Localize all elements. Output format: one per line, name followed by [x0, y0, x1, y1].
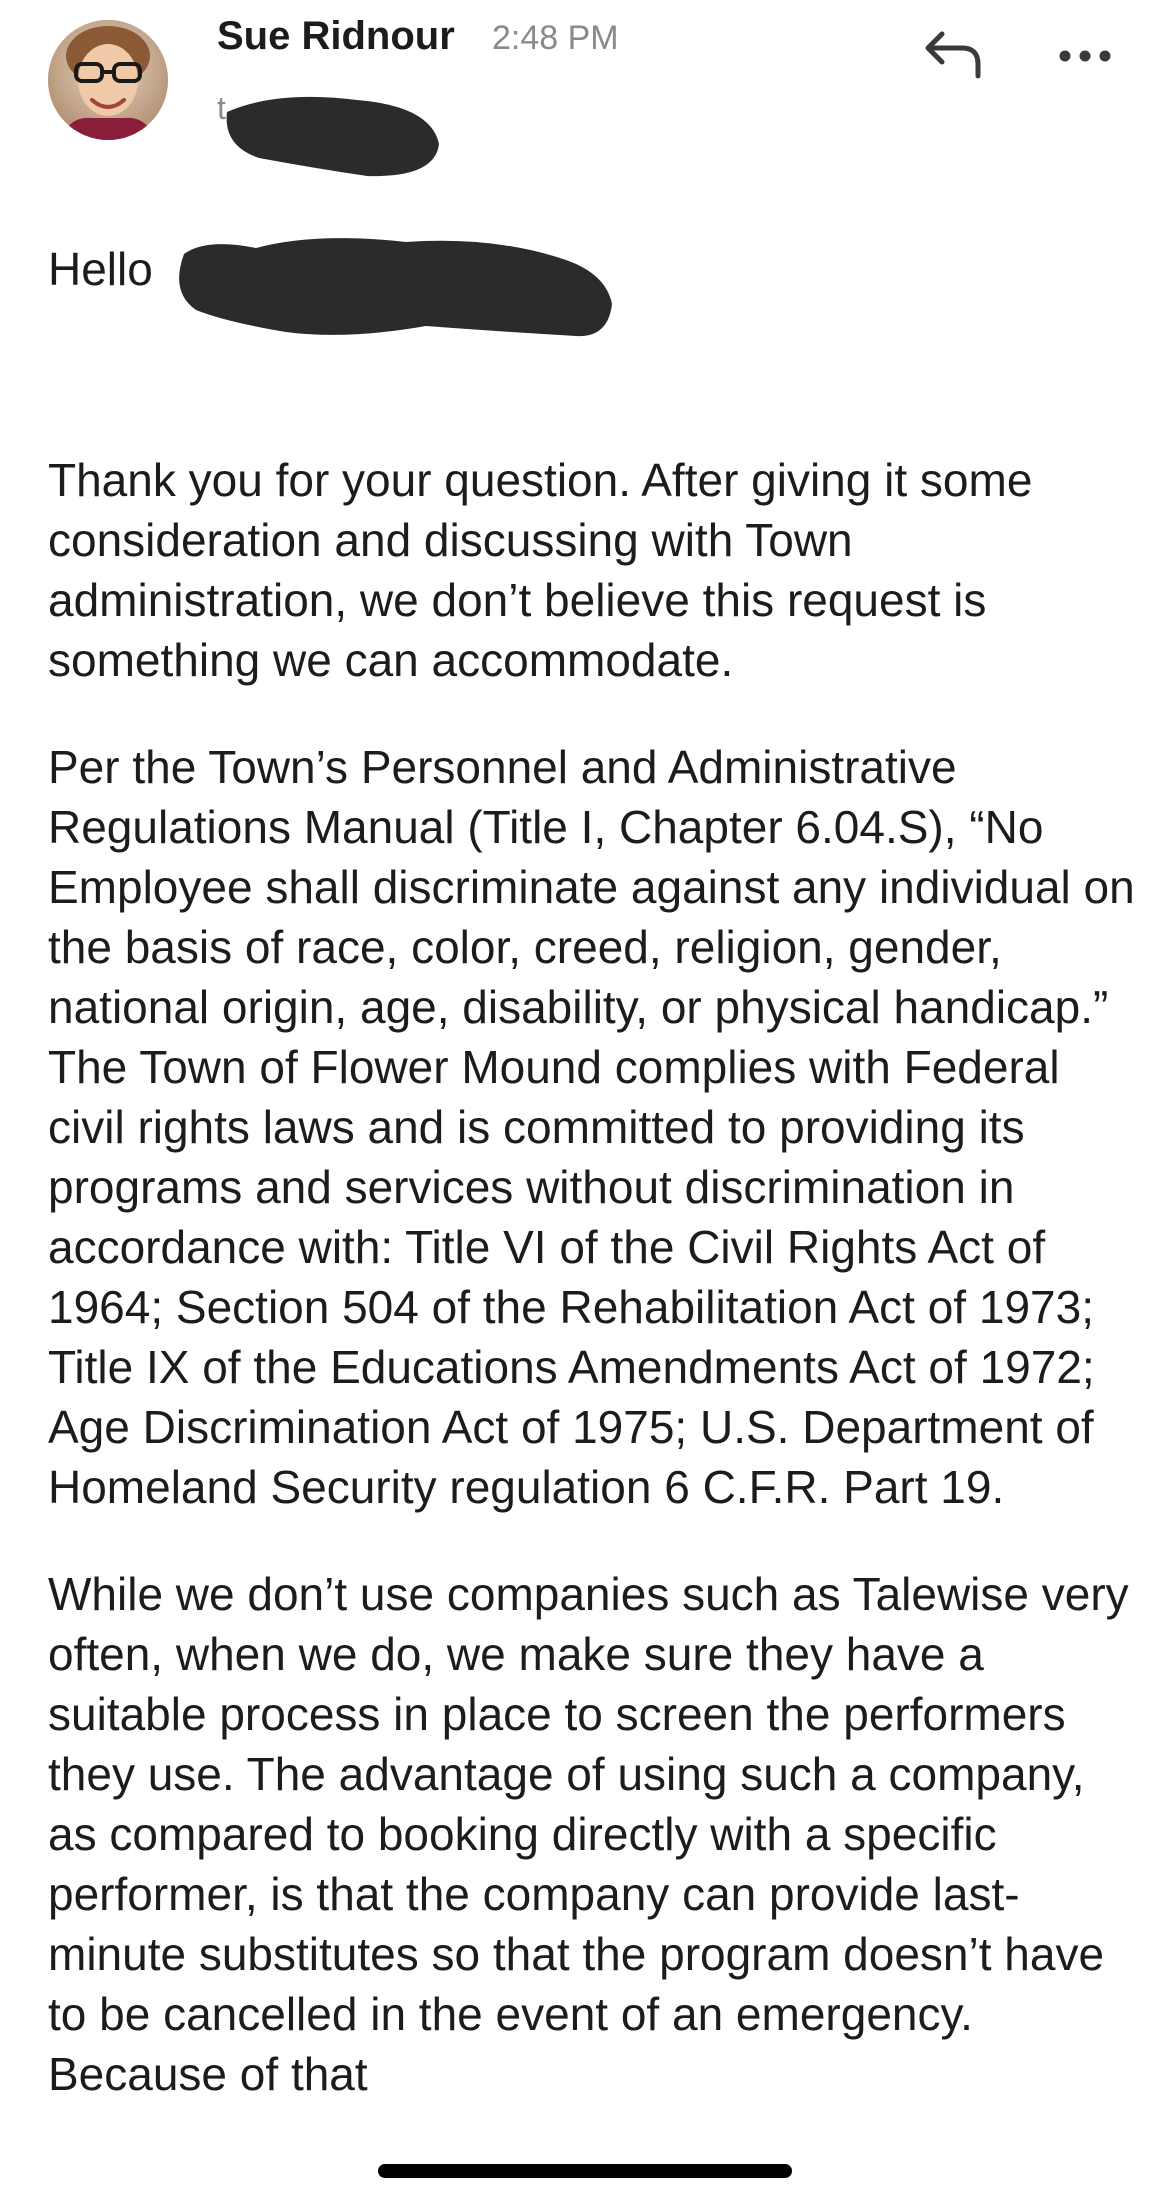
recipient-line[interactable] [217, 84, 457, 184]
sender-avatar[interactable] [48, 20, 168, 140]
more-dots-icon [1055, 36, 1115, 76]
reply-button[interactable] [920, 24, 990, 84]
more-options-button[interactable] [1055, 36, 1115, 76]
recipient-prefix: t [217, 90, 226, 126]
email-timestamp: 2:48 PM [492, 19, 619, 57]
avatar-photo-icon [48, 20, 168, 140]
greeting-line [48, 232, 748, 352]
sender-name[interactable]: Sue Ridnour [217, 14, 455, 58]
body-paragraph: While we don’t use companies such as Talewise very often, when we do, we make sure they have a suitable process in place to screen the performers they use. The advantage of using such a company, as compared to booking directly with a specific performer, is that the company can provide last-minute substitutes so that the program doesn’t have to be cancelled in the event of an emergency. Because of that [48, 1568, 1129, 2100]
greeting-word: Hello [48, 243, 153, 295]
redaction-mark [217, 84, 457, 184]
body-paragraph: Per the Town’s Personnel and Administrative Regulations Manual (Title I, Chapter 6.04.S), “No Employee shall discriminate against any individual on the basis of race, color, creed, religion, gender, national origin, age, disability, or physical handicap.” The Town of Flower Mound complies with Federal civil rights laws and is committed to providing its programs and services without discrimination in accordance with: Title VI of the Civil Rights Act of 1964; Section 504 of the Rehabilitation Act of 1973; Title IX of the Educations Amendments Act of 1972; Age Discrimination Act of 1975; U.S. Department of Homeland Security regulation 6 C.F.R. Part 19. [48, 741, 1135, 1513]
redaction-mark [166, 232, 666, 352]
reply-arrow-icon [920, 24, 990, 84]
body-paragraph: Thank you for your question. After giving it some consideration and discussing with Town administration, we don’t believe this request is something we can accommodate. [48, 454, 1033, 686]
email-header [0, 0, 1170, 160]
email-body [48, 450, 1138, 2151]
home-indicator[interactable] [378, 2164, 792, 2178]
